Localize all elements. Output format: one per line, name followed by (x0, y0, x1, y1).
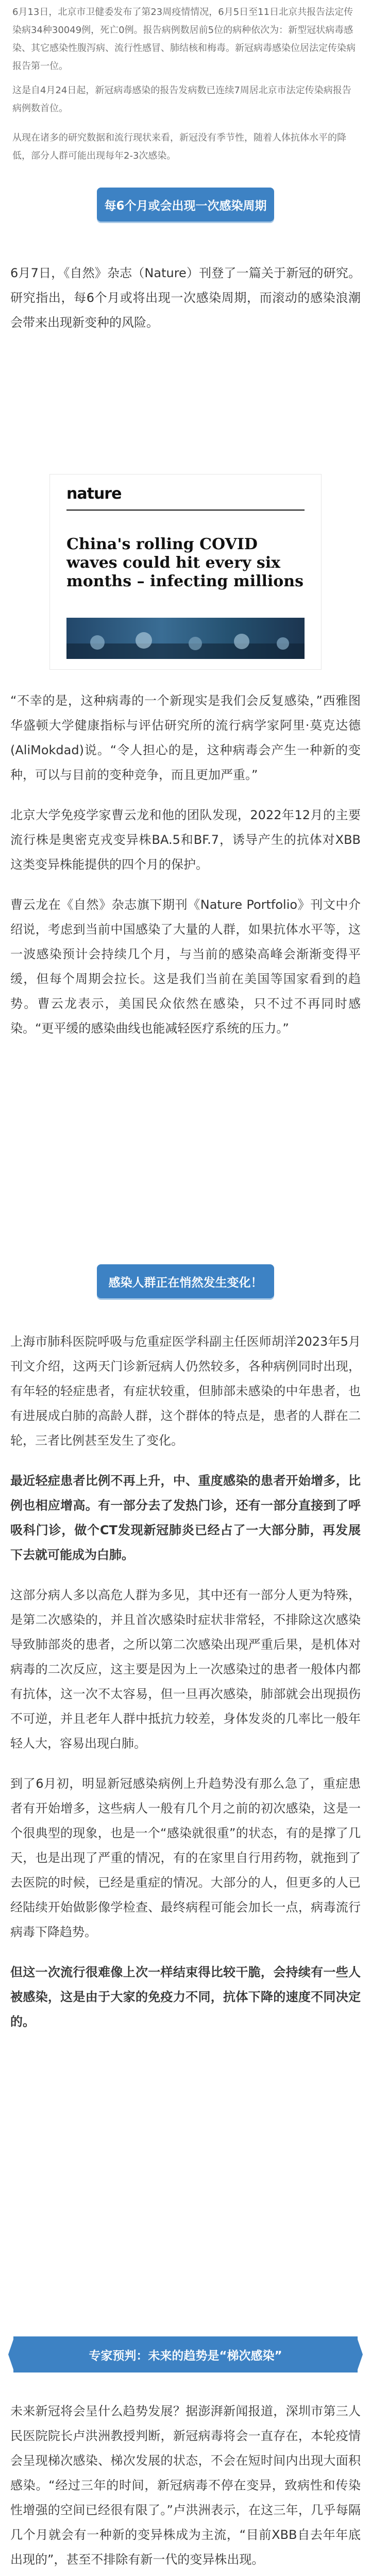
banner-right-tail (357, 2336, 363, 2372)
section-banner-2: 感染人群正在悄然发生变化！ (97, 1264, 274, 1298)
section-2-paragraph-1: 上海市肺科医院呼吸与危重症医学科副主任医师胡洋2023年5月刊文介绍，这两天门诊新冠病人仍然较多，各种病例同时出现，有年轻的轻症患者，有症状较重，但肺部未感染的中年患者，也有进展成白肺的高龄人群，这个群体的特点是，患者的人群在二轮，三者比例甚至发生了变化。 (10, 1334, 361, 1448)
section-3-paragraph-1: 未来新冠将会呈什么趋势发展？据澎湃新闻报道，深圳市第三人民医院院长卢洪洲教授判断，新冠病毒将会一直存在，本轮疫情会呈现梯次感染、梯次发展的状态，不会在短时间内出现大面积感染。“经过三年的时间，新冠病毒不停在变异，致病性和传染性增强的空间已经很有限了。”卢洪洲表示，在这三年，几乎每隔几个月就会有一种新的变异株成为主流，“目前XBB自去年年底出现的”，甚至不排除有新一代的变异株出现。 (10, 2404, 361, 2567)
nature-header-rule (66, 510, 305, 511)
nature-article-screenshot (49, 474, 322, 670)
intro-paragraph-1: 6月13日，北京市卫健委发布了第23周疫情情况，6月5日至11日北京共报告法定传染病34种30049例，死亡0例。报告病例数居前5位的病种依次为：新型冠状病毒感染、其它感染性腹泻病、流行性感冒、肺结核和梅毒。新冠病毒感染位居法定传染病报告第一位。 (12, 7, 356, 72)
section-1-body (0, 688, 371, 1041)
section-1-intro (0, 261, 371, 335)
intro-paragraph-2: 这是自4月24日起，新冠病毒感染的报告发病数已连续7周居北京市法定传染病报告病例数首位。 (12, 85, 351, 114)
nature-logo: nature (66, 485, 122, 503)
section-2-body (0, 1329, 371, 2034)
crowd-photo-icon (66, 618, 305, 659)
section-2-paragraph-5: 但这一次流行很难像上次一样结束得比较干脆，会持续有一些人被感染，这是由于大家的免疫力不同，抗体下降的速度不同决定的。 (10, 1965, 361, 2029)
section-2-paragraph-2: 最近轻症患者比例不再上升，中、重度感染的患者开始增多，比例也相应增高。有一部分去了发热门诊，还有一部分直接到了呼吸科门诊，做个CT发现新冠肺炎已经占了一大部分肺，再发展下去就可能成为白肺。 (10, 1473, 361, 1562)
nature-headline: China's rolling COVID waves could hit every six months – infecting millions (66, 535, 304, 590)
section-2-paragraph-3: 这部分病人多以高危人群为多见，其中还有一部分人更为特殊，是第二次感染的，并且首次感染时症状非常轻，不排除这次感染导致肺部炎的患者，之所以第二次感染出现严重后果，是机体对病毒的二次反应，这主要是因为上一次感染过的患者一般体内都有抗体，这一次不太容易，但一旦再次感染，肺部就会出现损伤不可逆，并且老年人群中抵抗力较差，身体发炎的几率比一般年轻人大，容易出现白肺。 (10, 1588, 361, 1751)
section-banner-3 (13, 2336, 358, 2372)
nature-photo (66, 618, 305, 659)
section-banner-3-label: 专家预判：未来的趋势是“梯次感染” (89, 2349, 282, 2363)
banner-left-tail (8, 2336, 14, 2372)
section-1-paragraph-1: 6月7日，《自然》杂志（Nature）刊登了一篇关于新冠的研究。研究指出，每6个月或将出现一次感染周期，而滚动的感染浪潮会带来出现新变种的风险。 (10, 266, 361, 330)
section-3-body (0, 2399, 371, 2576)
section-1-paragraph-2: “不幸的是，这种病毒的一个新现实是我们会反复感染，”西雅图华盛顿大学健康指标与评估研究所的流行病学家阿里·莫克达德(AliMokdad)说。“令人担心的是，这种病毒会产生一种新的变种，可以与目前的变种竞争，而且更加严重。” (10, 693, 361, 782)
intro-paragraph-3: 从现在诸多的研究数据和流行现状来看，新冠没有季节性，随着人体抗体水平的降低，部分人群可能出现每年2-3次感染。 (12, 132, 346, 161)
section-banner-1: 每6个月或会出现一次感染周期 (97, 188, 274, 222)
intro-section (0, 3, 371, 165)
section-2-paragraph-4: 到了6月初，明显新冠感染病例上升趋势没有那么急了，重症患者有开始增多，这些病人一般有几个月之前的初次感染，这是一个很典型的现象，也是一个“感染就很重”的状态，有的是撑了几天，也是出现了严重的情况，有的在家里自行用药物，就拖到了去医院的时候，已经是重症的情况。大部分的人，但更多的人已经陆续开始做影像学检查、最终病程可能会加长一点，病毒流行病毒下降趋势。 (10, 1776, 361, 1939)
section-1-paragraph-3: 北京大学免疫学家曹云龙和他的团队发现，2022年12月的主要流行株是奥密克戎变异株BA.5和BF.7，诱导产生的抗体对XBB这类变异株能提供的四个月的保护。 (10, 808, 361, 872)
section-1-paragraph-4: 曹云龙在《自然》杂志旗下期刊《Nature Portfolio》刊文中介绍说，考虑到当前中国感染了大量的人群，如果抗体水平等，这一波感染预计会持续几个月，与当前的感染高峰会渐渐变得平缓，但每个周期会拉长。这是我们当前在美国等国家看到的趋势。曹云龙表示，美国民众依然在感染，只不过不再同时感染。“更平缓的感染曲线也能减轻医疗系统的压力。” (10, 897, 361, 1036)
